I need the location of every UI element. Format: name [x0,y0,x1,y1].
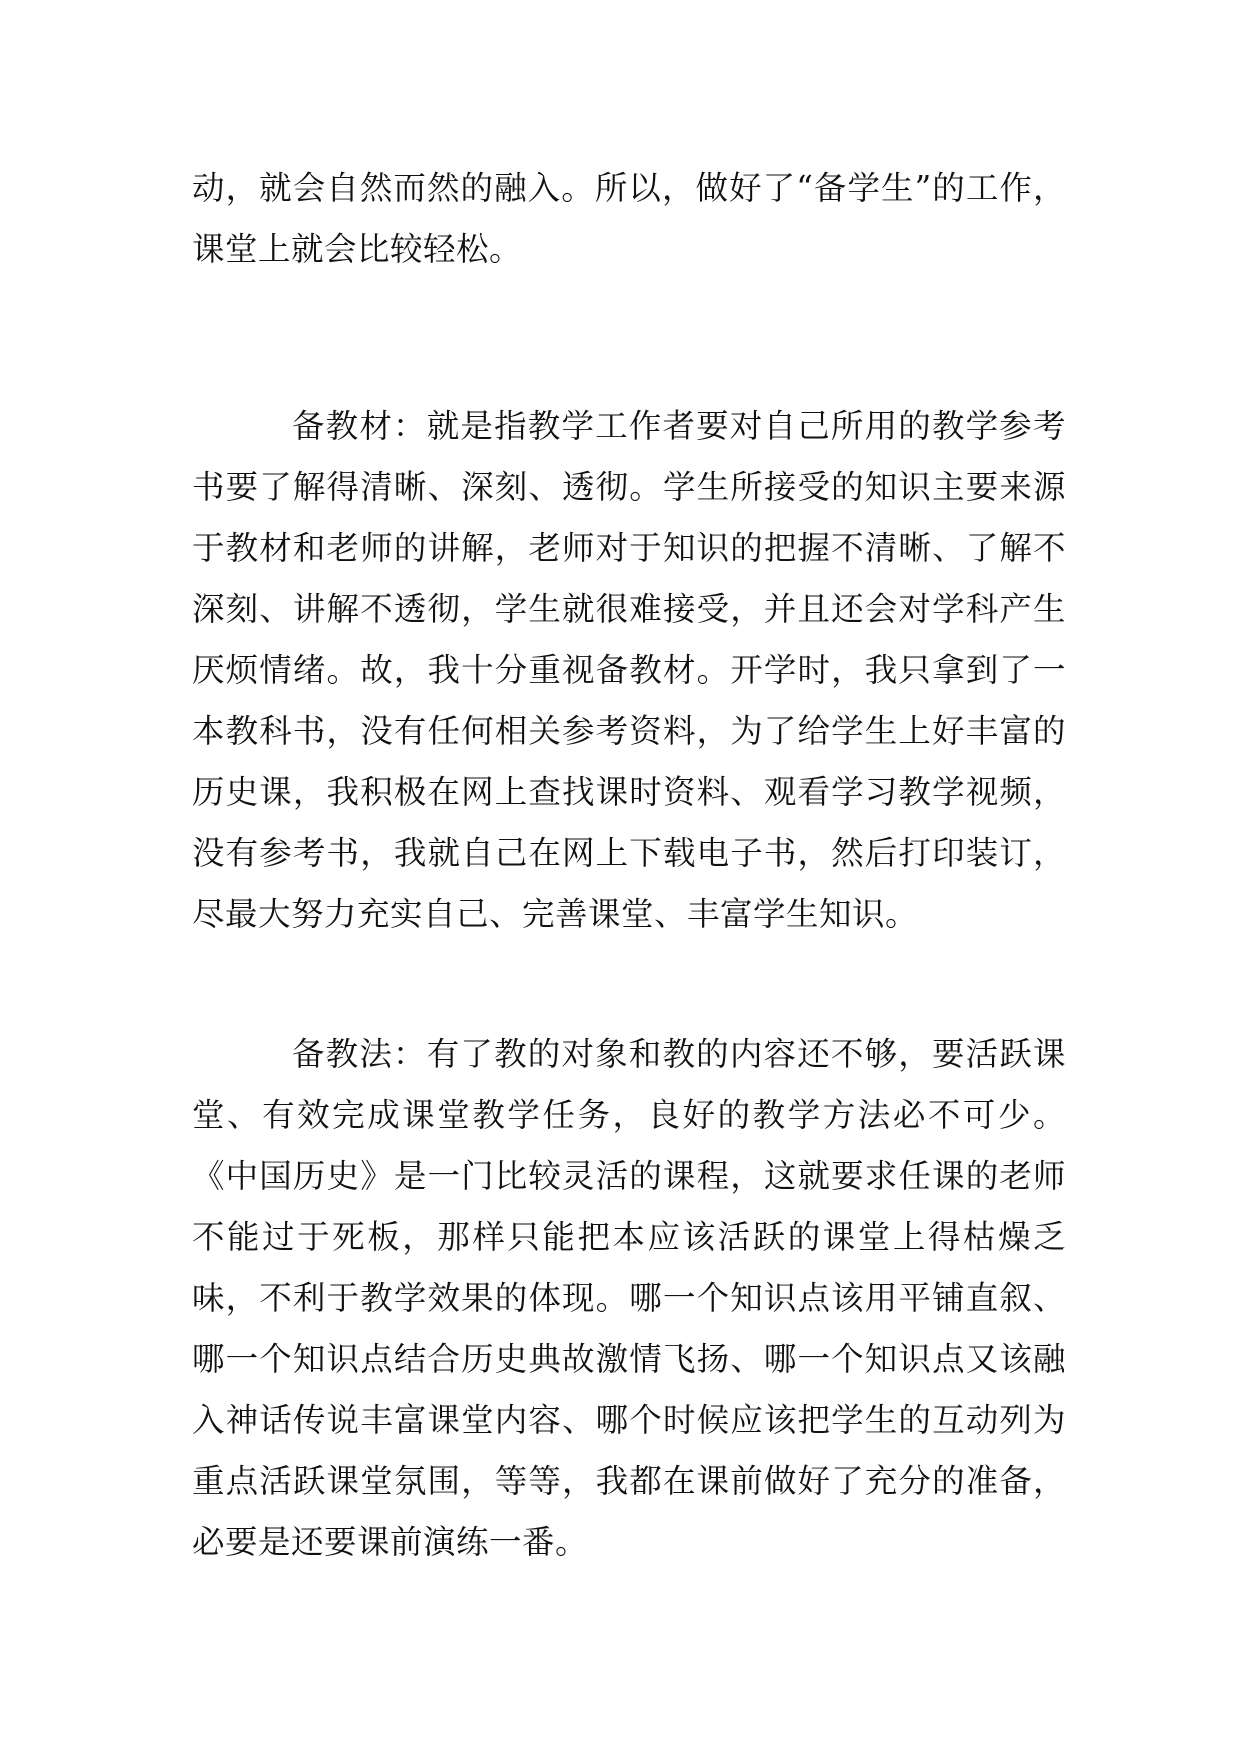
paragraph-prepare-materials: 备教材：就是指教学工作者要对自己所用的教学参考书要了解得清晰、深刻、透彻。学生所接受的知识主要来源于教材和老师的讲解，老师对于知识的把握不清晰、了解不深刻、讲解不透彻，学生就很难接受，并且还会对学科产生厌烦情绪。故，我十分重视备教材。开学时，我只拿到了一本教科书，没有任何相关参考资料，为了给学生上好丰富的历史课，我积极在网上查找课时资料、观看学习教学视频，没有参考书，我就自己在网上下载电子书，然后打印装订，尽最大努力充实自己、完善课堂、丰富学生知识。 [192,407,1066,933]
paragraph-prepare-methods: 备教法：有了教的对象和教的内容还不够，要活跃课堂、有效完成课堂教学任务，良好的教学方法必不可少。《中国历史》是一门比较灵活的课程，这就要求任课的老师不能过于死板，那样只能把本应该活跃的课堂上得枯燥乏味，不利于教学效果的体现。哪一个知识点该用平铺直叙、哪一个知识点结合历史典故激情飞扬、哪一个知识点又该融入神话传说丰富课堂内容、哪个时候应该把学生的互动列为重点活跃课堂氛围，等等，我都在课前做好了充分的准备，必要是还要课前演练一番。 [192,1035,1066,1561]
paragraph-continuation: 动，就会自然而然的融入。所以，做好了“备学生”的工作，课堂上就会比较轻松。 [192,169,1066,268]
